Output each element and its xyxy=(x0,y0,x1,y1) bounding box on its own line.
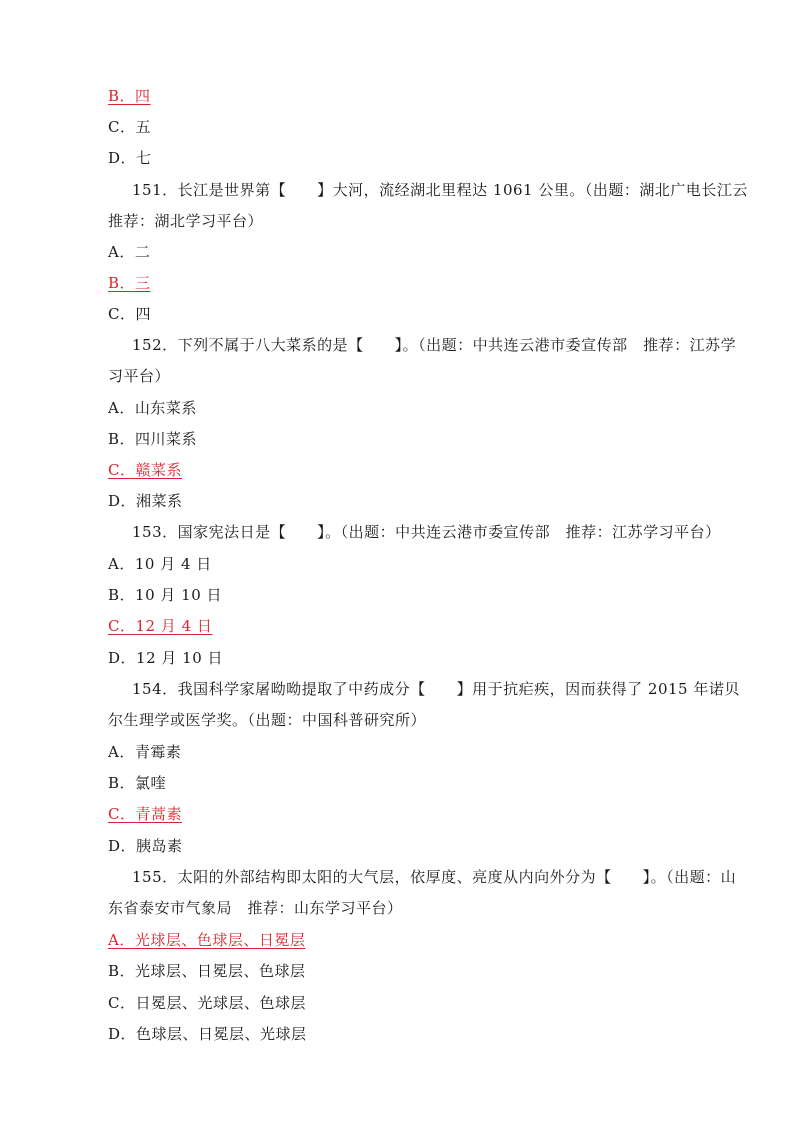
option-b-153: B．10 月 10 日 xyxy=(108,586,223,604)
question-152-continuation: 习平台） xyxy=(108,367,171,385)
question-153: 153．国家宪法日是【 】。（出题：中共连云港市委宣传部 推荐：江苏学习平台） xyxy=(132,523,721,541)
option-c-155: C．日冕层、光球层、色球层 xyxy=(108,994,306,1012)
option-d-150: D．七 xyxy=(108,149,152,167)
option-c-152: C．赣菜系 xyxy=(108,461,182,479)
question-151-continuation: 推荐：湖北学习平台） xyxy=(108,212,264,230)
option-a-154: A．青霉素 xyxy=(108,743,182,761)
question-154: 154．我国科学家屠呦呦提取了中药成分【 】用于抗疟疾，因而获得了 2015 年诺贝 xyxy=(132,680,740,698)
option-b-154: B．氯喹 xyxy=(108,774,167,792)
question-152: 152．下列不属于八大菜系的是【 】。（出题：中共连云港市委宣传部 推荐：江苏学 xyxy=(132,336,737,354)
option-a-152: A．山东菜系 xyxy=(108,399,197,417)
option-a-153: A．10 月 4 日 xyxy=(108,555,212,573)
option-d-153: D．12 月 10 日 xyxy=(108,649,224,667)
question-151: 151．长江是世界第【 】大河，流经湖北里程达 1061 公里。（出题：湖北广电长江云 xyxy=(132,181,748,199)
option-d-155: D．色球层、日冕层、光球层 xyxy=(108,1025,307,1043)
option-c-153: C．12 月 4 日 xyxy=(108,617,213,635)
option-a-155: A．光球层、色球层、日冕层 xyxy=(108,931,306,949)
option-d-154: D．胰岛素 xyxy=(108,837,183,855)
option-b-150: B．四 xyxy=(108,87,151,105)
question-154-continuation: 尔生理学或医学奖。（出题：中国科普研究所） xyxy=(108,711,427,729)
option-c-150: C．五 xyxy=(108,118,151,136)
question-155-continuation: 东省泰安市气象局 推荐：山东学习平台） xyxy=(108,899,403,917)
option-b-155: B．光球层、日冕层、色球层 xyxy=(108,962,306,980)
option-b-151: B．三 xyxy=(108,274,151,292)
option-d-152: D．湘菜系 xyxy=(108,492,183,510)
option-b-152: B．四川菜系 xyxy=(108,430,198,448)
option-a-151: A．二 xyxy=(108,243,151,261)
option-c-154: C．青蒿素 xyxy=(108,805,182,823)
question-155: 155．太阳的外部结构即太阳的大气层，依厚度、亮度从内向外分为【 】。（出题：山 xyxy=(132,868,737,886)
option-c-151: C．四 xyxy=(108,305,151,323)
